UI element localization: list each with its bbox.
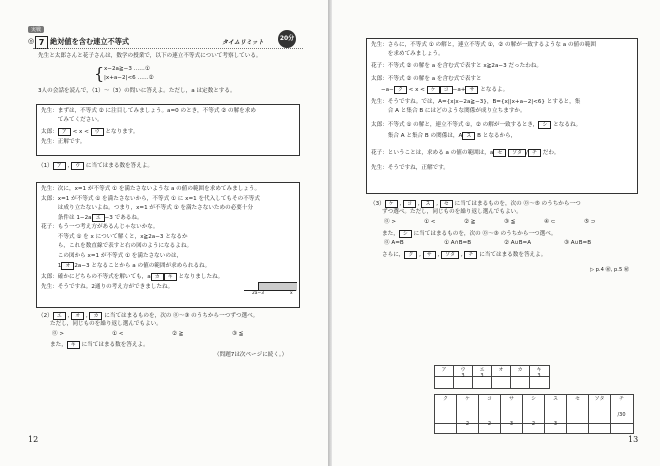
grid-cell[interactable] — [589, 395, 611, 433]
grid-score: 3 — [461, 373, 465, 379]
grid-cell[interactable] — [435, 366, 454, 388]
question-label: （2） — [38, 313, 53, 319]
grid-cell[interactable] — [457, 395, 479, 433]
answer-box-su[interactable]: ス — [462, 132, 475, 140]
dialog-line-taro — [41, 128, 139, 136]
option: ① < — [112, 331, 124, 337]
dialog-mid: < x < — [70, 129, 91, 135]
dialog-line: 先生：次に，x=1 が不等式 ① を満たさないような a の値の範囲を求めてみましょう。 — [41, 186, 261, 192]
intro-text-2: 3人の会話を読んで，（1）〜（3）の問いに答えよ。ただし，a は定数とする。 — [38, 88, 236, 94]
grid-header: セ — [574, 396, 580, 402]
answer-box-shi[interactable]: シ — [399, 230, 412, 238]
grid-header: カ — [517, 367, 523, 373]
answer-box-ke[interactable]: ケ — [385, 200, 398, 208]
grid-header: オ — [498, 367, 504, 373]
question-3-text: ずつ選べ。ただし，同じものを繰り返し選んでもよい。 — [382, 209, 522, 215]
option: ② ≧ — [172, 331, 184, 337]
answer-box-sota[interactable]: ソタ — [508, 149, 526, 157]
answer-box-a[interactable]: ア — [53, 162, 66, 170]
answer-box-ko[interactable]: コ — [403, 200, 416, 208]
grid-score: 2 — [487, 421, 492, 427]
text: だわ。 — [540, 150, 560, 156]
number-line-x-label: x — [290, 291, 293, 296]
dialog-line: 花子：不等式 ② の解を a を含む式で表すと x≧2a−3 だったわね。 — [371, 63, 542, 69]
text: に当てはまるものを，次の ⓪〜③ のうちから一つ選べ。 — [411, 231, 557, 237]
dialog-box-1 — [36, 104, 300, 156]
grid-score: 3 — [480, 373, 484, 379]
divider — [33, 48, 303, 49]
text: 花子：ということは，求める a の値の範囲は，a — [371, 150, 494, 156]
dialog-line: てみてください。 — [41, 117, 103, 123]
grid-header: ケ — [464, 396, 470, 402]
answer-box-sota[interactable]: ソタ — [441, 251, 459, 259]
answer-grid-2 — [434, 394, 634, 434]
grid-total: /30 — [617, 412, 626, 418]
question-1: （1） ア , ウ に当てはまる数を答えよ。 — [38, 163, 154, 169]
question-2: （2） エ , オ , カ に当てはまるものを，次の ⓪〜③ のうちから一つずつ選べ。 — [38, 313, 259, 319]
dialog-line-ka — [41, 273, 223, 281]
grid-cell[interactable] — [530, 366, 548, 388]
grid-header: コ — [486, 396, 492, 402]
option: ⓪ > — [52, 331, 65, 337]
dialog-line-range-a — [371, 149, 559, 157]
grid-header: ア — [441, 367, 447, 373]
dialog-text: −3 — [104, 215, 113, 221]
dialog-text: であるね。 — [112, 215, 143, 221]
option: ⓪ A=B — [384, 240, 404, 246]
text: さらに， — [382, 252, 405, 258]
question-text: に当てはまるものを，次の ⓪〜⑤ のうちから一つ — [452, 201, 581, 207]
number-line-figure — [244, 277, 296, 299]
answer-box-o[interactable]: オ — [61, 262, 74, 270]
speaker: 太郎： — [41, 129, 58, 135]
brace-symbol: { — [94, 64, 105, 83]
grid-cell[interactable] — [567, 395, 589, 433]
left-page — [0, 0, 328, 466]
question-2-text: ただし，同じものを繰り返し選んでもよい。 — [50, 321, 162, 327]
grid-header: シ — [530, 396, 536, 402]
option: ① A∩B=B — [444, 240, 472, 246]
answer-box-ki[interactable]: キ — [67, 341, 80, 349]
grid-score: 2 — [531, 421, 536, 427]
question-label: （3） — [370, 201, 385, 207]
option: ③ ≦ — [504, 219, 516, 225]
dialog-line: 先生：さらに，不等式 ① の解と，連立不等式 ①，② の解が一致するような a の値の範囲 — [371, 42, 596, 48]
text: また， — [382, 231, 399, 237]
dialog-line-condition — [41, 214, 143, 222]
dialog-text: 条件は 1−2a — [41, 215, 92, 221]
text: また， — [50, 342, 67, 348]
inequality-2: |x+a−2|<6 ……② — [104, 75, 154, 81]
dialog-line: 太郎：x=1 が不等式 ① を満たさないから，不等式 ① に x=1 を代入してもその不等式 — [41, 196, 260, 202]
dialog-box-3 — [366, 38, 638, 194]
answer-box-sa[interactable]: サ — [423, 251, 436, 259]
dialog-line: 先生：そうですね。では，A={x|x−2a≧−3}，B={x||x+a−2|<6} とすると，集 — [371, 99, 581, 105]
grid-cell[interactable] — [545, 395, 567, 433]
grid-header: キ — [536, 367, 542, 373]
option: ③ ≦ — [232, 331, 244, 337]
answer-box-ku[interactable]: ク — [404, 251, 417, 259]
time-limit-value: 20分 — [279, 35, 295, 42]
option: ① < — [424, 219, 436, 225]
dialog-line-su — [371, 132, 516, 140]
answer-box-a[interactable]: ア — [58, 128, 71, 136]
number-line-label: 2a−3 — [252, 291, 264, 296]
continue-note: （問題7は次ページに続く。） — [214, 352, 288, 358]
answer-box-ku[interactable]: ク — [394, 86, 407, 94]
intro-text: 先生と太郎さんと花子さんは，数学の授業で，以下の連立不等式について考察している。 — [38, 53, 262, 59]
text: に当てはまる数を答えよ。 — [477, 252, 547, 258]
right-page — [332, 0, 660, 466]
grid-cell[interactable] — [435, 395, 457, 433]
page-number-right: 13 — [628, 435, 639, 444]
problem-number: 7 — [35, 36, 48, 49]
grid-cell[interactable] — [501, 395, 523, 433]
dialog-line: 不等式 ① を x について解くと，x≧2a−3 となるか — [41, 234, 188, 240]
question-3-shi — [382, 230, 556, 238]
grid-score: 3 — [553, 421, 558, 427]
answer-box-ki[interactable]: キ — [164, 273, 177, 281]
dialog-text: 1 — [41, 263, 62, 269]
reference-note: ▷ p.4 ㊙, p.5 ㊙ — [590, 267, 630, 273]
dialog-line-shi — [371, 121, 581, 129]
dialog-text: 2a−3 となることから a の値の範囲が求められるね。 — [74, 263, 211, 269]
answer-box-shi[interactable]: シ — [538, 121, 551, 129]
dialog-line-o — [41, 262, 210, 270]
answer-box-ko[interactable]: コ — [440, 86, 453, 94]
question-3-last: さらに， ク , サ , ソタ , チ に当てはまる数を答えよ。 — [382, 252, 547, 258]
dialog-line: 合 A と集合 B にはどのような関係が成り立ちますか。 — [371, 108, 526, 114]
answer-grid-1 — [434, 365, 550, 389]
question-label: （1） — [38, 163, 53, 169]
text: < x < — [406, 87, 427, 93]
problem-title: 絶対値を含む連立不等式 — [50, 37, 130, 46]
text: −a+ — [452, 87, 466, 93]
text: 太郎：不等式 ① の解と，連立不等式 ①，② の解が一致するとき， — [371, 122, 539, 128]
grid-header: ス — [552, 396, 558, 402]
grid-cell[interactable] — [523, 395, 545, 433]
text: B となるから， — [475, 133, 517, 139]
grid-cell[interactable] — [479, 395, 501, 433]
grid-header: チ — [618, 396, 624, 402]
answer-box-ka[interactable]: カ — [151, 273, 164, 281]
grid-header: ウ — [460, 367, 466, 373]
grid-score: 2 — [465, 421, 470, 427]
dialog-line: 先生：そうですね。2通りの考え方ができましたね。 — [41, 284, 174, 290]
grid-header: エ — [479, 367, 485, 373]
grid-cell[interactable] — [454, 366, 473, 388]
grid-score: 3 — [509, 421, 514, 427]
stopwatch-icon — [278, 30, 296, 48]
dialog-line: 花子：もう一つ考え方があるんじゃないかな。 — [41, 224, 159, 230]
option: ④ ⊂ — [544, 219, 556, 225]
option: ② ≧ — [464, 219, 476, 225]
answer-box-sa[interactable]: サ — [465, 86, 478, 94]
answer-box-o[interactable]: オ — [71, 312, 84, 320]
question-2-sub — [50, 341, 149, 349]
dialog-line: を求めてみましょう。 — [371, 51, 444, 57]
answer-box-ke[interactable]: ケ — [427, 86, 440, 94]
text: 集合 A と集合 B の関係は，A — [371, 133, 463, 139]
answer-box-su[interactable]: ス — [421, 200, 434, 208]
dialog-line: は成り立たないよね。つまり，x=1 が不等式 ① を満たさないための必要十分 — [41, 205, 254, 211]
dialog-line: 太郎：不等式 ② の解を a を含む式で表すと — [371, 76, 482, 82]
answer-box-chi[interactable]: チ — [528, 149, 541, 157]
option: ② A∪B=A — [504, 240, 532, 246]
dialog-line: この図から x=1 が不等式 ① を満たさないのは， — [41, 253, 183, 259]
answer-box-e[interactable]: エ — [53, 312, 66, 320]
question-text: に当てはまるものを，次の ⓪〜③ のうちから一つずつ選べ。 — [102, 313, 259, 319]
practice-tag: 実戦 — [28, 26, 44, 33]
answer-box-se[interactable]: セ — [440, 200, 453, 208]
answer-box-e[interactable]: エ — [92, 214, 105, 222]
dialog-line: 先生：正解です。 — [41, 139, 86, 145]
page-number-left: 12 — [28, 435, 39, 444]
dialog-line: 先生：そうですね，正解です。 — [371, 165, 449, 171]
question-text: に当てはまる数を答えよ。 — [79, 342, 149, 348]
grid-cell[interactable] — [492, 366, 511, 388]
grid-cell[interactable] — [473, 366, 492, 388]
time-limit-label: タイムリミット — [222, 39, 264, 46]
dialog-tail: となります。 — [103, 129, 139, 135]
grid-cell[interactable] — [611, 395, 632, 433]
grid-header: ソタ — [594, 396, 605, 402]
answer-box-ka[interactable]: カ — [89, 312, 102, 320]
option: ③ A∪B=B — [564, 240, 592, 246]
text: となるね。 — [551, 122, 582, 128]
grid-header: サ — [508, 396, 514, 402]
answer-box-u[interactable]: ウ — [91, 128, 104, 136]
dialog-text: となりましたね。 — [176, 274, 224, 280]
question-text: に当てはまる数を答えよ。 — [84, 163, 154, 169]
grid-header: ク — [442, 396, 448, 402]
option: ⑤ ⊃ — [584, 219, 596, 225]
dialog-text: 太郎：確かにどちらの不等式を解いても，a — [41, 274, 151, 280]
inequality-1: x−2a≧−3 ……① — [104, 66, 150, 72]
dialog-line-range — [381, 86, 508, 94]
dialog-line: 先生：まずは，不等式 ② に注目してみましょう。a=0 のとき，不等式 ② の解を求め — [41, 108, 256, 114]
answer-box-chi[interactable]: チ — [464, 251, 477, 259]
text: −a− — [381, 87, 394, 93]
answer-box-u[interactable]: ウ — [71, 162, 84, 170]
dialog-line: ら，これを数直線で表すと右の図のようになるよね。 — [41, 243, 193, 249]
target-icon: ◎ — [28, 37, 35, 45]
text: となるよ。 — [478, 87, 509, 93]
question-3: （3） ケ , コ , ス , セ に当てはまるものを，次の ⓪〜⑤ のうちから一つ — [370, 201, 581, 207]
grid-cell[interactable] — [511, 366, 530, 388]
option: ⓪ > — [384, 219, 397, 225]
answer-box-se[interactable]: セ — [493, 149, 506, 157]
grid-score: 3 — [537, 373, 541, 379]
